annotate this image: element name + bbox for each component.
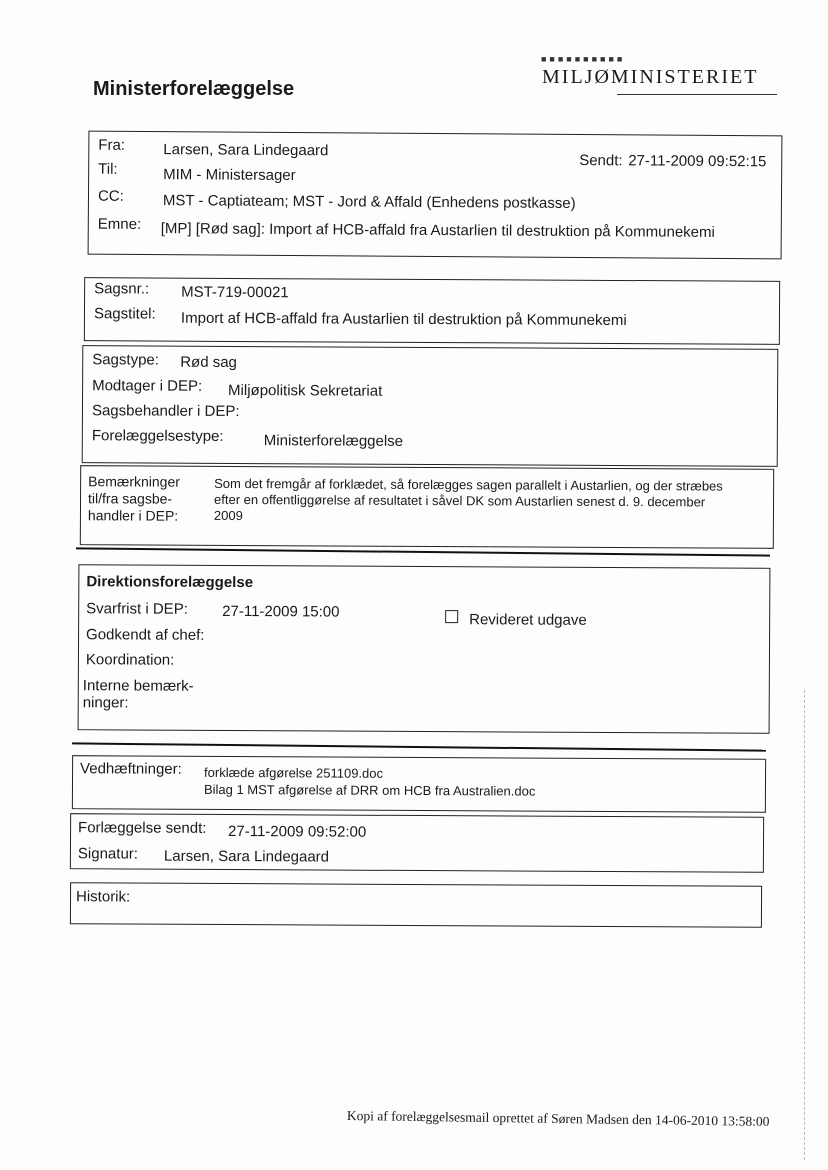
subject-label: Emne: [97, 215, 142, 233]
internal-remarks-label-line1: Interne bemærk- [82, 677, 194, 695]
document-title: Ministerforelæggelse [93, 78, 295, 100]
cc-label: CC: [97, 187, 124, 205]
cc-value: MST - Captiateam; MST - Jord & Affald (Enhedens postkasse) [162, 192, 576, 212]
scan-edge [804, 690, 805, 1160]
presentation-sent-label: Forlæggelse sendt: [78, 819, 207, 837]
internal-remarks-label-line2: ninger: [82, 694, 129, 712]
remarks-box [80, 465, 774, 549]
revised-checkbox[interactable] [445, 610, 458, 623]
sent-value: 27-11-2009 09:52:15 [628, 152, 767, 171]
deadline-value: 27-11-2009 15:00 [222, 602, 340, 621]
remarks-text-line3: 2009 [213, 507, 243, 524]
to-value: MIM - Ministersager [163, 166, 296, 185]
history-box [70, 882, 762, 928]
remarks-text-line2: efter en offentliggørelse af resultatet i såvel DK som Austarlien senest d. 9. december [213, 491, 706, 510]
subject-value: [MP] [Rød sag]: Import af HCB-affald fra Austarlien til destruktion på Kommunekemi [160, 220, 715, 241]
signature-value: Larsen, Sara Lindegaard [163, 847, 330, 866]
sent-box [70, 813, 764, 873]
sent-label: Sendt: [579, 152, 623, 170]
from-label: Fra: [98, 136, 126, 154]
deadline-label: Svarfrist i DEP: [86, 600, 188, 618]
case-type-value: Rød sag [180, 353, 237, 371]
attachments-box [72, 755, 766, 813]
revised-label: Revideret udgave [469, 611, 587, 629]
case-number-value: MST-719-00021 [181, 283, 289, 302]
attachment-file-1[interactable]: forklæde afgørelse 251109.doc [204, 764, 384, 781]
logo-underline [617, 94, 777, 95]
presentation-type-value: Ministerforelæggelse [263, 432, 404, 450]
case-title-label: Sagstitel: [93, 305, 156, 323]
remarks-text-line1: Som det fremgår af forklædet, så forelægges sagen parallelt i Austarlien, og der stræbes [214, 475, 723, 494]
case-title-value: Import af HCB-affald fra Austarlien til destruktion på Kommunekemi [180, 309, 627, 330]
history-label: Historik: [75, 888, 131, 906]
section-divider-1 [76, 547, 770, 556]
direction-box [78, 564, 771, 734]
case-number-label: Sagsnr.: [94, 280, 150, 298]
mail-header-box [88, 131, 783, 260]
attachments-label: Vedhæftninger: [80, 760, 182, 778]
footer-note: Kopi af forelæggelsesmail oprettet af Søren Madsen den 14-06-2010 13:58:00 [346, 1108, 770, 1129]
receiver-value: Miljøpolitisk Sekretariat [228, 381, 383, 400]
direction-heading: Direktionsforelæggelse [86, 573, 254, 592]
case-box [84, 277, 780, 345]
signature-label: Signatur: [77, 845, 139, 863]
logo-dots: ■■■■■■■■■■ [541, 54, 626, 64]
attachment-file-2[interactable]: Bilag 1 MST afgørelse af DRR om HCB fra Australien.doc [203, 781, 536, 799]
approved-label: Godkendt af chef: [86, 626, 205, 644]
remarks-label-line2: til/fra sagsbe- [87, 490, 173, 507]
presentation-sent-value: 27-11-2009 09:52:00 [228, 823, 367, 841]
receiver-label: Modtager i DEP: [92, 377, 203, 395]
ministry-logo: MILJØMINISTERIET [542, 66, 759, 88]
case-type-box [82, 345, 779, 467]
remarks-label-line1: Bemærkninger [88, 473, 180, 490]
presentation-type-label: Forelæggelsestype: [91, 427, 224, 445]
case-type-label: Sagstype: [92, 351, 159, 369]
handler-label: Sagsbehandler i DEP: [91, 402, 240, 421]
coordination-label: Koordination: [85, 651, 175, 669]
from-value: Larsen, Sara Lindegaard [163, 141, 329, 160]
to-label: Til: [98, 160, 118, 178]
section-divider-2 [72, 742, 766, 751]
remarks-label-line3: handler i DEP: [87, 507, 179, 524]
